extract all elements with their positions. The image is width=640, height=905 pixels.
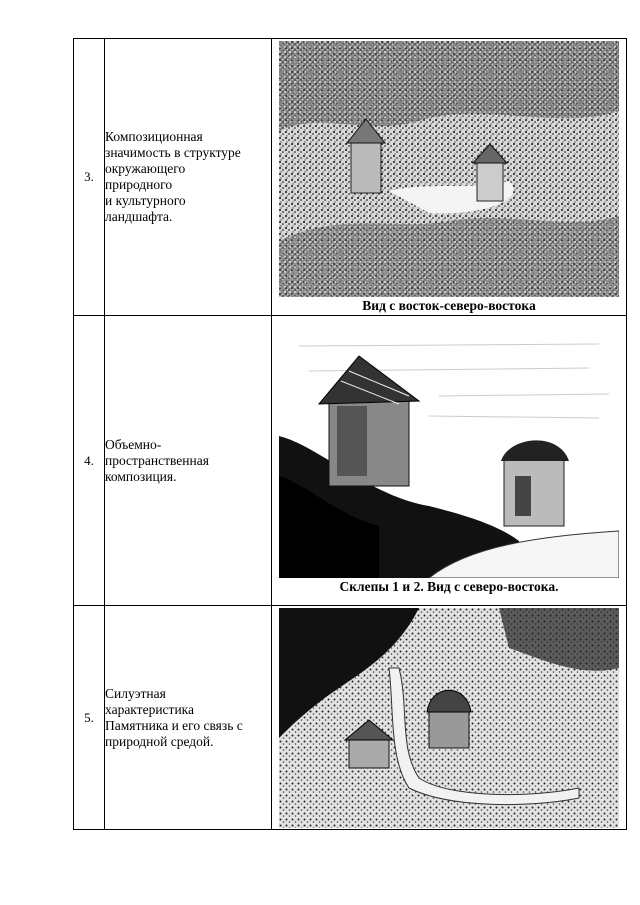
description-line: природного [105,177,173,192]
row-description [105,316,272,606]
table-row [74,316,627,606]
row-description [105,39,272,316]
silhouette-photo [279,608,619,828]
photo-caption: Склепы 1 и 2. Вид с северо-востока. [339,579,559,594]
description-line: Силуэтная [105,685,166,701]
description-line: окружающего [105,161,186,176]
row-number: 5. [74,606,105,830]
description-line: пространственная [105,452,209,468]
description-line: и культурного [105,193,186,208]
description-line: значимость в структуре [105,145,241,160]
table-row [74,606,627,830]
description-line: Композиционная [105,129,203,144]
row-description [105,606,272,830]
description-line: Памятника и его связь с [105,717,243,733]
crypts-photo [279,326,619,578]
monument-characteristics-table [73,38,627,830]
row-number: 4. [74,316,105,606]
description-line: природной средой. [105,733,214,749]
description-line: композиция. [105,468,177,484]
description-line: характеристика [105,701,195,717]
table-row [74,39,627,316]
photo-cell [272,39,627,316]
description-line: ландшафта. [105,209,173,224]
photo-caption: Вид с восток-северо-востока [362,297,536,313]
landscape-photo [279,41,619,297]
description-line: Объемно- [105,436,162,452]
photo-cell [272,606,627,830]
row-number: 3. [74,39,105,316]
photo-cell [272,316,627,606]
